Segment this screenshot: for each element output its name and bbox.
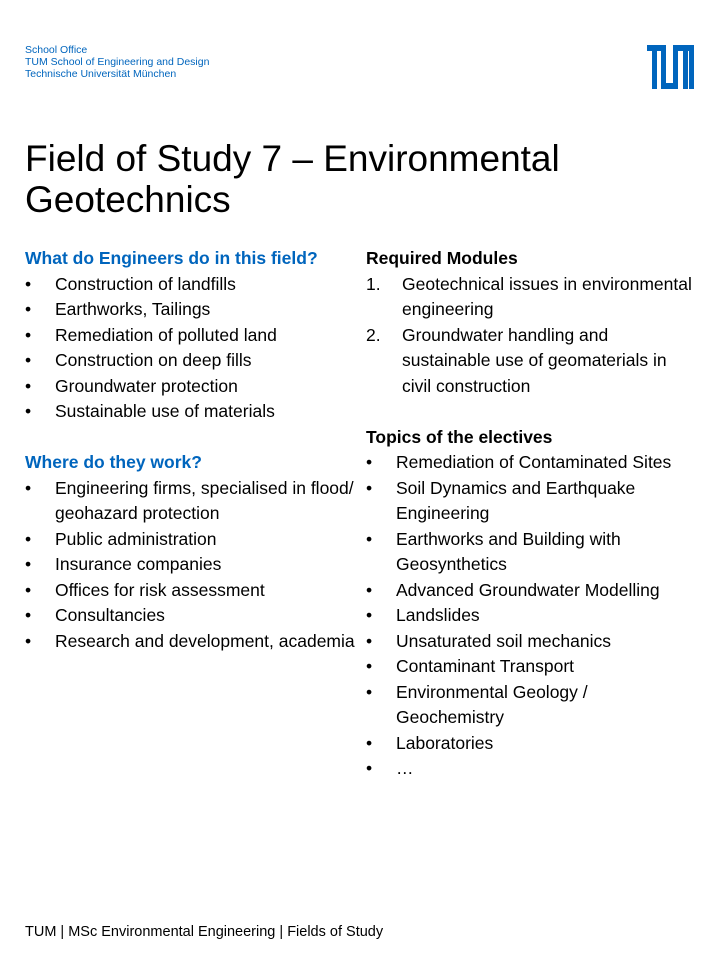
bullet: • — [25, 324, 32, 345]
tum-logo — [647, 45, 694, 89]
list-item: • Earthworks, Tailings — [25, 297, 355, 323]
bullet: • — [25, 375, 32, 396]
bullet: • — [25, 630, 32, 651]
bullet: • — [25, 401, 32, 421]
bullet: • — [25, 579, 32, 600]
spacer — [366, 399, 696, 425]
bullet: • — [366, 477, 373, 498]
list-item: • Remediation of polluted land — [25, 323, 355, 349]
list-item: • Research and development, academia — [25, 629, 355, 655]
list-item: • Sustainable use of materials — [25, 399, 355, 425]
list-item: • Unsaturated soil mechanics — [366, 629, 696, 655]
footer: TUM | MSc Environmental Engineering | Fields of Study — [25, 924, 384, 940]
workplaces-list — [25, 476, 355, 655]
title-line-2: Geotechnics — [25, 179, 231, 220]
bullet: • — [25, 273, 32, 294]
bullet: • — [25, 477, 32, 498]
bullet: • — [25, 605, 32, 625]
list-number: 2. — [366, 324, 381, 345]
header-organization — [25, 44, 209, 81]
list-item: • … — [366, 756, 696, 782]
electives-list — [366, 450, 696, 782]
list-item: • Remediation of Contaminated Sites — [366, 450, 696, 476]
list-item: • Public administration — [25, 527, 355, 553]
workplaces-heading: Where do they work? — [25, 452, 202, 472]
bullet: • — [366, 528, 373, 549]
bullet: • — [366, 758, 373, 778]
bullet: • — [25, 299, 32, 319]
list-item: • Construction of landfills — [25, 272, 355, 298]
list-item: • Groundwater protection — [25, 374, 355, 400]
list-item: • Contaminant Transport — [366, 654, 696, 680]
required-modules-list — [366, 272, 696, 400]
bullet: • — [366, 630, 373, 651]
list-item: • Laboratories — [366, 731, 696, 757]
list-item: 1. Geotechnical issues in environmental engineering — [366, 273, 692, 319]
bullet: • — [25, 350, 32, 370]
list-item: • Consultancies — [25, 603, 355, 629]
list-item: • Earthworks and Building with Geosynthetics — [366, 528, 621, 574]
left-column — [25, 246, 355, 654]
header-org-line-1: School Office — [25, 44, 88, 56]
list-item: • Advanced Groundwater Modelling — [366, 578, 696, 604]
list-item: • Construction on deep fills — [25, 348, 355, 374]
engineers-tasks-list — [25, 272, 355, 425]
list-item: • Engineering firms, specialised in flood/ geohazard protection — [25, 477, 354, 523]
bullet: • — [366, 605, 373, 625]
bullet: • — [366, 656, 373, 676]
list-item: • Insurance companies — [25, 552, 355, 578]
right-column — [366, 246, 696, 782]
bullet: • — [366, 452, 373, 472]
spacer — [25, 425, 355, 451]
list-number: 1. — [366, 273, 381, 294]
engineers-tasks-heading: What do Engineers do in this field? — [25, 248, 318, 268]
bullet: • — [366, 732, 373, 753]
title-line-1: Field of Study 7 – Environmental — [25, 138, 560, 179]
page-title — [25, 138, 695, 220]
bullet: • — [366, 681, 373, 702]
list-item: • Offices for risk assessment — [25, 578, 355, 604]
list-item: • Soil Dynamics and Earthquake Engineering — [366, 477, 636, 523]
electives-heading: Topics of the electives — [366, 426, 553, 447]
header-org-line-2: TUM School of Engineering and Design — [25, 56, 210, 69]
bullet: • — [25, 554, 32, 574]
list-item: • Environmental Geology / Geochemistry — [366, 681, 588, 727]
bullet: • — [366, 579, 373, 600]
header-org-line-3: Technische Universität München — [25, 68, 177, 81]
list-item: 2. Groundwater handling and sustainable use of geomaterials in civil construction — [366, 324, 667, 396]
list-item: • Landslides — [366, 603, 696, 629]
required-modules-heading: Required Modules — [366, 248, 518, 268]
bullet: • — [25, 528, 32, 549]
